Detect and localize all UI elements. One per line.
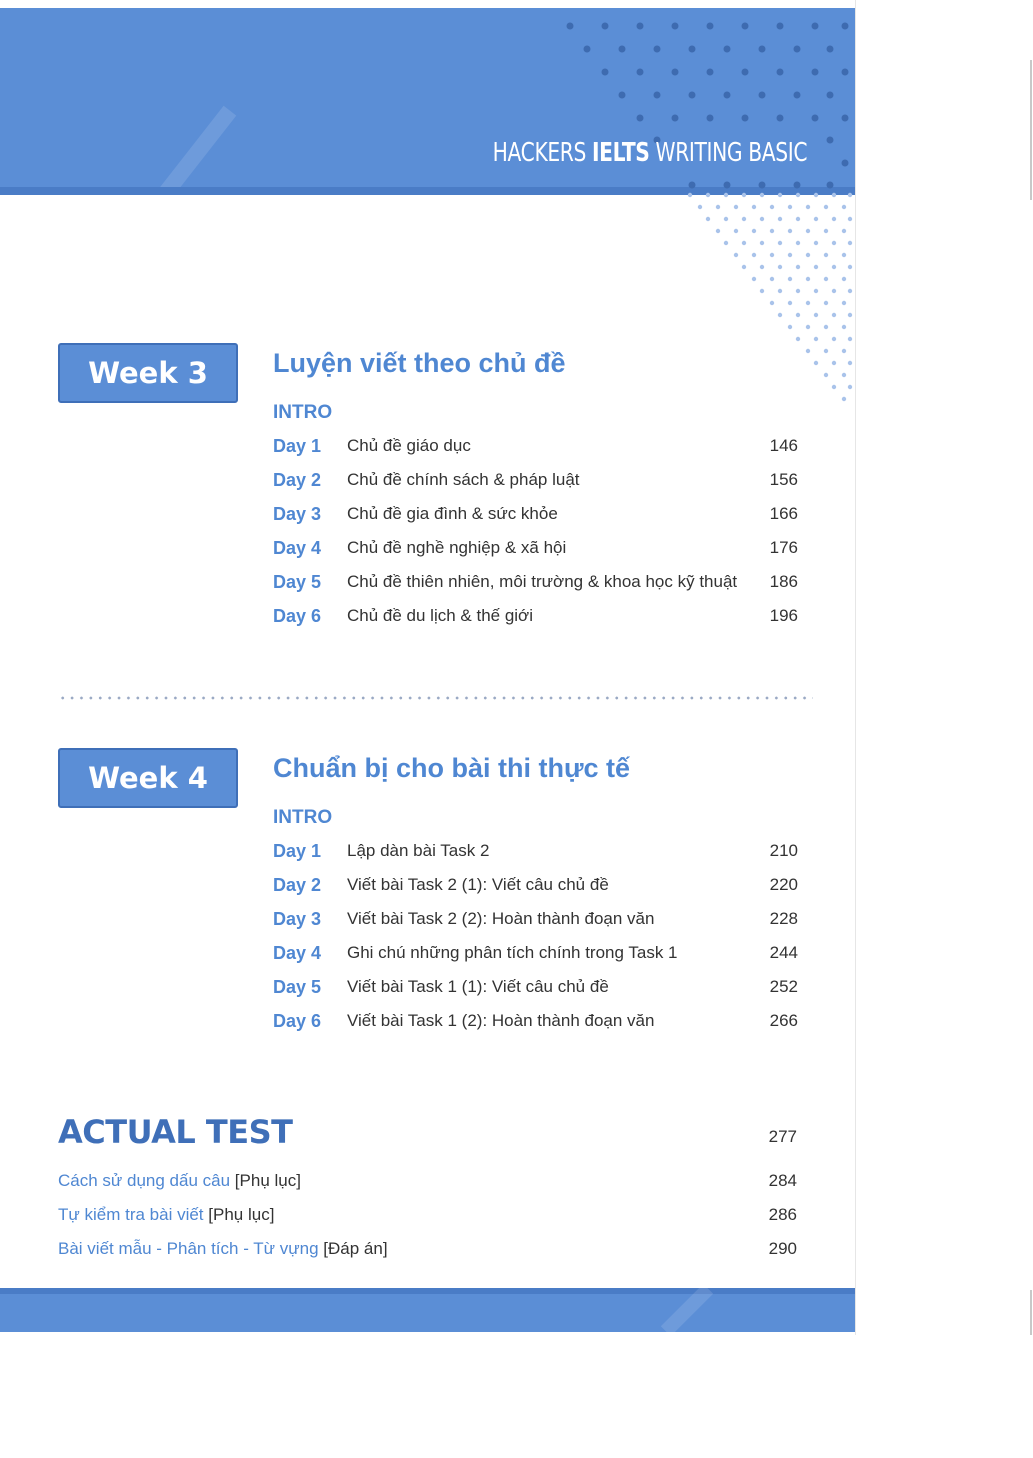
topic-title: Viết bài Task 2 (1): Viết câu chủ đề <box>347 875 609 894</box>
week-3-title: Luyện viết theo chủ đề <box>273 348 566 378</box>
header-band <box>0 8 855 195</box>
toc-row[interactable] <box>273 1011 798 1035</box>
appendix-tag: [Phụ lục] <box>234 1171 301 1190</box>
topic-title: Viết bài Task 1 (1): Viết câu chủ đề <box>347 977 609 996</box>
page-number: 228 <box>769 909 798 928</box>
page-number: 220 <box>769 875 798 894</box>
topic-title: Chủ đề thiên nhiên, môi trường & khoa học kỹ thuật <box>347 572 738 591</box>
brand-hackers: HACKERS <box>492 138 586 168</box>
toc-row[interactable] <box>273 572 798 596</box>
topic-title: Lập dàn bài Task 2 <box>347 841 490 860</box>
day-label: Day 1 <box>273 841 322 861</box>
day-label: Day 5 <box>273 572 322 592</box>
actual-test-page-number: 277 <box>768 1127 797 1146</box>
day-label: Day 2 <box>273 875 322 895</box>
brand-ielts: IELTS <box>591 138 650 168</box>
page-number: 146 <box>769 436 798 455</box>
topic-title: Viết bài Task 2 (2): Hoàn thành đoạn văn <box>347 909 655 928</box>
toc-row[interactable] <box>273 909 798 933</box>
day-label: Day 3 <box>273 504 322 524</box>
dotted-divider <box>58 696 813 700</box>
toc-row[interactable] <box>273 504 798 528</box>
appendix-link[interactable]: Cách sử dụng dấu câu <box>58 1171 231 1190</box>
toc-row[interactable] <box>273 436 798 460</box>
week-3-intro[interactable]: INTRO <box>273 402 333 423</box>
topic-title: Chủ đề du lịch & thế giới <box>347 606 533 625</box>
appendix-tag: [Đáp án] <box>323 1239 388 1258</box>
page-number: 196 <box>769 606 798 625</box>
facing-page-edge <box>1030 60 1032 200</box>
page-number: 252 <box>769 977 798 996</box>
toc-row[interactable] <box>273 875 798 899</box>
toc-row[interactable] <box>273 606 798 630</box>
page-number: 156 <box>769 470 798 489</box>
header-slash-decoration <box>150 106 236 195</box>
toc-row[interactable] <box>273 538 798 562</box>
topic-title: Ghi chú những phân tích chính trong Task 1 <box>347 943 678 962</box>
toc-row[interactable] <box>273 470 798 494</box>
page-number: 166 <box>769 504 798 523</box>
appendix-row[interactable] <box>58 1239 797 1263</box>
day-label: Day 3 <box>273 909 322 929</box>
page-number: 176 <box>769 538 798 557</box>
page-number: 210 <box>769 841 798 860</box>
topic-title: Viết bài Task 1 (2): Hoàn thành đoạn văn <box>347 1011 655 1030</box>
week-4-title: Chuẩn bị cho bài thi thực tế <box>273 753 631 783</box>
appendix-row[interactable] <box>58 1205 797 1229</box>
week-3-badge: Week 3 <box>58 343 238 403</box>
appendix-link[interactable]: Bài viết mẫu - Phân tích - Từ vựng <box>58 1239 319 1258</box>
day-label: Day 4 <box>273 943 322 963</box>
topic-title: Chủ đề chính sách & pháp luật <box>347 470 580 489</box>
topic-title: Chủ đề gia đình & sức khỏe <box>347 504 558 523</box>
appendix-tag: [Phụ lục] <box>208 1205 275 1224</box>
dot-pattern-decoration <box>560 18 855 195</box>
facing-page-edge <box>1030 1290 1032 1335</box>
day-label: Day 5 <box>273 977 322 997</box>
brand-writing-basic: WRITING BASIC <box>655 138 807 168</box>
brand-title <box>493 138 807 168</box>
week-4-badge: Week 4 <box>58 748 238 808</box>
page-number: 266 <box>769 1011 798 1030</box>
page-number: 290 <box>768 1239 797 1258</box>
appendix-link[interactable]: Tự kiểm tra bài viết <box>58 1205 204 1224</box>
day-label: Day 6 <box>273 1011 322 1031</box>
topic-title: Chủ đề nghề nghiệp & xã hội <box>347 538 567 557</box>
toc-row[interactable] <box>273 977 798 1001</box>
toc-row[interactable] <box>273 841 798 865</box>
topic-title: Chủ đề giáo dục <box>347 436 471 455</box>
actual-test-title[interactable]: ACTUAL TEST <box>58 1113 293 1151</box>
day-label: Day 6 <box>273 606 322 626</box>
week-4-intro[interactable]: INTRO <box>273 807 333 828</box>
appendix-row[interactable] <box>58 1171 797 1195</box>
page-number: 244 <box>769 943 798 962</box>
light-dot-pattern-decoration <box>680 190 856 410</box>
page-number: 284 <box>768 1171 797 1190</box>
footer-band <box>0 1288 855 1332</box>
day-label: Day 1 <box>273 436 322 456</box>
day-label: Day 4 <box>273 538 322 558</box>
day-label: Day 2 <box>273 470 322 490</box>
footer-top-line <box>0 1288 855 1294</box>
page-number: 286 <box>768 1205 797 1224</box>
toc-row[interactable] <box>273 943 798 967</box>
page-number: 186 <box>769 572 798 591</box>
